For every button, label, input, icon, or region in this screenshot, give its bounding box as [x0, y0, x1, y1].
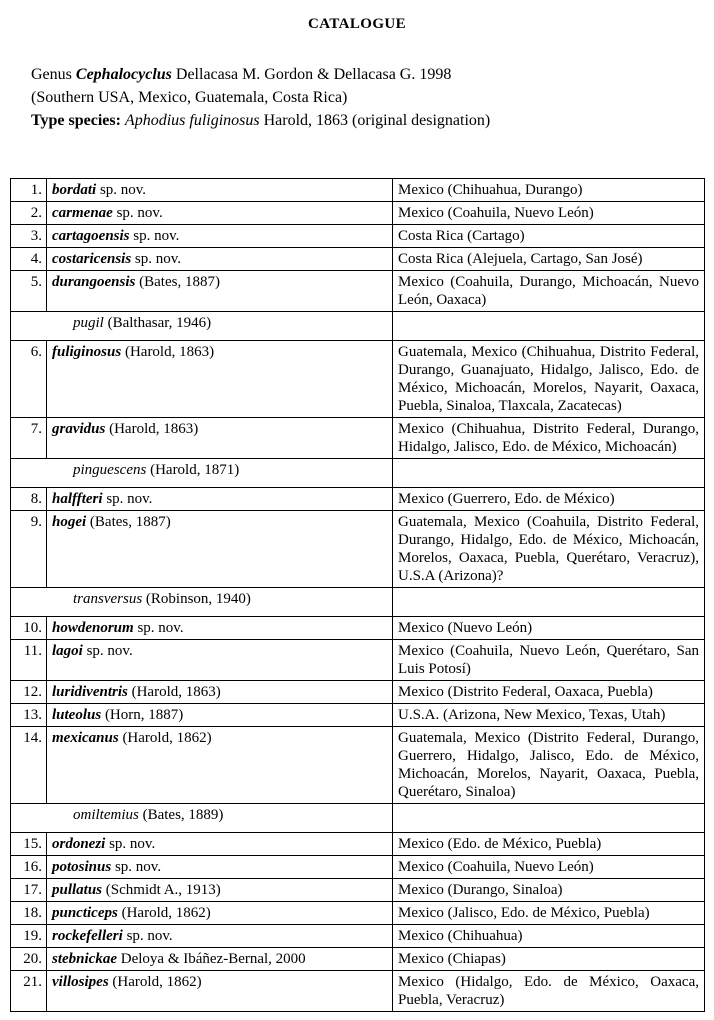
- synonym-name: transversus: [73, 591, 143, 607]
- species-row: [11, 488, 705, 511]
- row-number: 6.: [11, 341, 47, 418]
- distribution-cell: Guatemala, Mexico (Distrito Federal, Durango, Guerrero, Hidalgo, Jalisco, Edo. de México, Michoacán, Morelos, Nayarit, Oaxaca, Puebla, Querétaro, Sinaloa): [393, 727, 705, 804]
- species-row: [11, 202, 705, 225]
- distribution-cell: Costa Rica (Alejuela, Cartago, San José): [393, 248, 705, 271]
- row-number: 13.: [11, 704, 47, 727]
- species-name-cell: [47, 341, 393, 418]
- type-species-name: Aphodius fuliginosus: [124, 112, 260, 129]
- species-row: [11, 902, 705, 925]
- species-author: sp. nov.: [99, 182, 147, 198]
- row-number: 4.: [11, 248, 47, 271]
- row-number: 8.: [11, 488, 47, 511]
- species-row: [11, 948, 705, 971]
- genus-line: [31, 63, 704, 86]
- species-author: (Harold, 1863): [131, 684, 221, 700]
- row-number: 17.: [11, 879, 47, 902]
- type-species-line: [31, 109, 704, 132]
- synonym-author: (Robinson, 1940): [145, 591, 251, 607]
- species-name: luteolus: [52, 707, 102, 723]
- row-number: 18.: [11, 902, 47, 925]
- species-name-cell: [47, 925, 393, 948]
- species-name: mexicanus: [52, 730, 119, 746]
- species-name-cell: [47, 681, 393, 704]
- species-name-cell: [47, 617, 393, 640]
- species-author: sp. nov.: [114, 859, 162, 875]
- species-name-cell: [47, 511, 393, 588]
- species-row: [11, 511, 705, 588]
- species-name: puncticeps: [52, 905, 118, 921]
- species-name-cell: [47, 248, 393, 271]
- species-name: cartagoensis: [52, 228, 130, 244]
- row-number: 3.: [11, 225, 47, 248]
- species-author: sp. nov.: [126, 928, 173, 944]
- species-name: potosinus: [52, 859, 112, 875]
- distribution-cell: U.S.A. (Arizona, New Mexico, Texas, Utah): [393, 704, 705, 727]
- species-author: sp. nov.: [109, 836, 156, 852]
- species-author: (Harold, 1863): [109, 421, 199, 437]
- row-number: 15.: [11, 833, 47, 856]
- distribution-cell: Mexico (Guerrero, Edo. de México): [393, 488, 705, 511]
- species-row: [11, 617, 705, 640]
- synonym-row: [11, 459, 705, 488]
- species-author: (Horn, 1887): [104, 707, 184, 723]
- row-number: 10.: [11, 617, 47, 640]
- species-name-cell: [47, 856, 393, 879]
- distribution-cell: Costa Rica (Cartago): [393, 225, 705, 248]
- species-row: [11, 179, 705, 202]
- page-title: CATALOGUE: [307, 16, 407, 32]
- species-row: [11, 640, 705, 681]
- species-name: villosipes: [52, 974, 109, 990]
- species-row: [11, 704, 705, 727]
- species-name: costaricensis: [52, 251, 132, 267]
- distribution-cell: Mexico (Durango, Sinaloa): [393, 879, 705, 902]
- species-name: hogei: [52, 514, 87, 530]
- distribution-cell: Guatemala, Mexico (Coahuila, Distrito Federal, Durango, Hidalgo, Edo. de México, Michoacán, Morelos, Oaxaca, Puebla, Querétaro, Veracruz), U.S.A (Arizona)?: [393, 511, 705, 588]
- row-number: 14.: [11, 727, 47, 804]
- distribution-cell: Mexico (Nuevo León): [393, 617, 705, 640]
- species-name-cell: [47, 948, 393, 971]
- row-number: 19.: [11, 925, 47, 948]
- species-row: [11, 879, 705, 902]
- distribution-cell: [393, 312, 705, 341]
- species-name-cell: [47, 271, 393, 312]
- distribution-cell: Guatemala, Mexico (Chihuahua, Distrito Federal, Durango, Guanajuato, Hidalgo, Jalisco, Edo. de México, Michoacán, Morelos, Nayarit, Oaxaca, Puebla, Sinaloa, Tlaxcala, Zacatecas): [393, 341, 705, 418]
- species-name: stebnickae: [52, 951, 117, 967]
- species-author: (Harold, 1862): [112, 974, 202, 990]
- species-name: carmenae: [52, 205, 113, 221]
- species-author: (Bates, 1887): [89, 514, 171, 530]
- synonym-row: [11, 804, 705, 833]
- synonym-author: (Harold, 1871): [150, 462, 240, 478]
- species-author: sp. nov.: [134, 251, 182, 267]
- species-name: bordati: [52, 182, 97, 198]
- species-name-cell: [47, 727, 393, 804]
- species-name-cell: [47, 879, 393, 902]
- species-author: Deloya & Ibáñez-Bernal, 2000: [120, 951, 306, 967]
- species-name-cell: [47, 640, 393, 681]
- type-species-rest: Harold, 1863 (original designation): [263, 112, 491, 129]
- distribution-cell: Mexico (Chihuahua): [393, 925, 705, 948]
- genus-range-line: (Southern USA, Mexico, Guatemala, Costa Rica): [31, 89, 348, 106]
- species-name-cell: [47, 971, 393, 1012]
- distribution-cell: Mexico (Hidalgo, Edo. de México, Oaxaca, Puebla, Veracruz): [393, 971, 705, 1012]
- species-author: sp. nov.: [86, 643, 133, 659]
- catalogue-table-body: [11, 179, 705, 1012]
- row-number: 16.: [11, 856, 47, 879]
- synonym-author: (Bates, 1889): [142, 807, 224, 823]
- species-author: sp. nov.: [137, 620, 184, 636]
- species-name: fuliginosus: [52, 344, 122, 360]
- species-name-cell: [47, 488, 393, 511]
- species-row: [11, 727, 705, 804]
- synonym-row: [11, 588, 705, 617]
- distribution-cell: Mexico (Chihuahua, Durango): [393, 179, 705, 202]
- type-species-label: Type species:: [31, 112, 121, 129]
- distribution-cell: Mexico (Distrito Federal, Oaxaca, Puebla): [393, 681, 705, 704]
- distribution-cell: Mexico (Coahuila, Nuevo León): [393, 856, 705, 879]
- species-name-cell: [47, 704, 393, 727]
- species-author: (Harold, 1863): [124, 344, 215, 360]
- species-name: lagoi: [52, 643, 83, 659]
- species-author: (Bates, 1887): [139, 274, 220, 290]
- species-author: (Schmidt A., 1913): [105, 882, 221, 898]
- species-row: [11, 225, 705, 248]
- catalogue-table: [10, 178, 705, 1012]
- species-name-cell: [47, 902, 393, 925]
- species-author: sp. nov.: [116, 205, 163, 221]
- species-name: halffteri: [52, 491, 103, 507]
- species-name-cell: [47, 418, 393, 459]
- species-name-cell: [47, 202, 393, 225]
- species-row: [11, 418, 705, 459]
- species-row: [11, 971, 705, 1012]
- species-row: [11, 856, 705, 879]
- distribution-cell: Mexico (Chiapas): [393, 948, 705, 971]
- species-name: pullatus: [52, 882, 103, 898]
- distribution-cell: Mexico (Edo. de México, Puebla): [393, 833, 705, 856]
- genus-authors: Dellacasa M. Gordon & Dellacasa G. 1998: [175, 66, 452, 83]
- distribution-cell: Mexico (Jalisco, Edo. de México, Puebla): [393, 902, 705, 925]
- row-number: 1.: [11, 179, 47, 202]
- species-row: [11, 833, 705, 856]
- synonym-name-cell: [11, 804, 393, 833]
- species-name: ordonezi: [52, 836, 106, 852]
- distribution-cell: Mexico (Coahuila, Durango, Michoacán, Nuevo León, Oaxaca): [393, 271, 705, 312]
- synonym-author: (Balthasar, 1946): [107, 315, 212, 331]
- species-name: durangoensis: [52, 274, 136, 290]
- synonym-row: [11, 312, 705, 341]
- synonym-name: pinguescens: [73, 462, 147, 478]
- distribution-cell: Mexico (Coahuila, Nuevo León): [393, 202, 705, 225]
- species-name: howdenorum: [52, 620, 134, 636]
- row-number: 20.: [11, 948, 47, 971]
- species-author: (Harold, 1862): [122, 730, 212, 746]
- synonym-name-cell: [11, 588, 393, 617]
- species-row: [11, 271, 705, 312]
- species-name-cell: [47, 179, 393, 202]
- row-number: 7.: [11, 418, 47, 459]
- synonym-name: omiltemius: [73, 807, 139, 823]
- genus-name: Cephalocyclus: [75, 66, 172, 83]
- species-author: (Harold, 1862): [121, 905, 211, 921]
- species-row: [11, 341, 705, 418]
- genus-header: [31, 63, 704, 132]
- species-row: [11, 248, 705, 271]
- distribution-cell: Mexico (Chihuahua, Distrito Federal, Durango, Hidalgo, Jalisco, Edo. de México, Michoacán): [393, 418, 705, 459]
- distribution-cell: [393, 459, 705, 488]
- synonym-name: pugil: [73, 315, 104, 331]
- species-row: [11, 681, 705, 704]
- species-author: sp. nov.: [106, 491, 153, 507]
- row-number: 5.: [11, 271, 47, 312]
- row-number: 12.: [11, 681, 47, 704]
- species-name: gravidus: [52, 421, 106, 437]
- species-name-cell: [47, 225, 393, 248]
- distribution-cell: Mexico (Coahuila, Nuevo León, Querétaro, San Luis Potosí): [393, 640, 705, 681]
- synonym-name-cell: [11, 459, 393, 488]
- synonym-name-cell: [11, 312, 393, 341]
- row-number: 2.: [11, 202, 47, 225]
- genus-prefix: Genus: [31, 66, 72, 83]
- species-name: luridiventris: [52, 684, 128, 700]
- distribution-cell: [393, 804, 705, 833]
- species-row: [11, 925, 705, 948]
- row-number: 11.: [11, 640, 47, 681]
- row-number: 21.: [11, 971, 47, 1012]
- row-number: 9.: [11, 511, 47, 588]
- species-name: rockefelleri: [52, 928, 123, 944]
- distribution-cell: [393, 588, 705, 617]
- species-name-cell: [47, 833, 393, 856]
- species-author: sp. nov.: [133, 228, 180, 244]
